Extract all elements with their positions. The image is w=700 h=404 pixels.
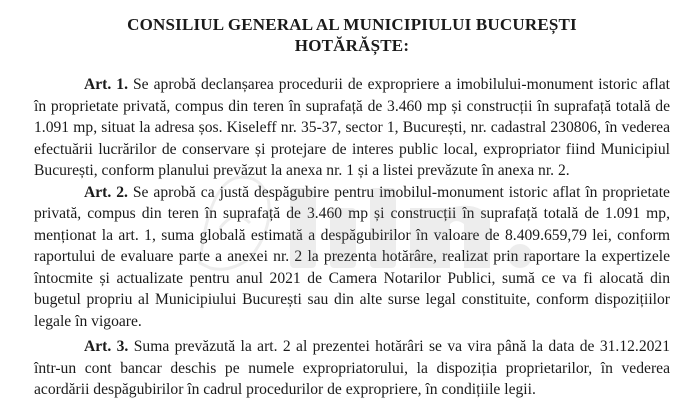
article-3 [34, 336, 670, 401]
article-1 [34, 74, 670, 182]
article-1-label: Art. 1. [84, 76, 128, 93]
decision-title: HOTĂRĂȘTE: [294, 36, 410, 55]
council-title: CONSILIUL GENERAL AL MUNICIPIULUI BUCUREȘTI [127, 15, 577, 34]
article-3-label: Art. 3. [84, 338, 129, 355]
article-1-text: Se aprobă declanșarea procedurii de expropriere a imobilului-monument istoric aflat în proprietate privată, compus din teren în suprafață de 3.460 mp și construcții în suprafață totală de 1.091 mp, situat la adresa șos. Kiseleff nr. 35-37, sector 1, București, nr. cadastral 230806, în vederea efectuării lucrărilor de conservare și protejare de interes public local, expropriator fiind Municipiul București, conform planului prevăzut la anexa nr. 1 și a listei prevăzute în anexa nr. 2. [34, 76, 670, 179]
article-3-text: Suma prevăzută la art. 2 al prezentei hotărâri se va vira până la data de 31.12.2021 într-un cont bancar deschis pe numele expropriatorului, la dispoziția proprietarilor, în vederea acordării despăgubirilor în cadrul procedurilor de expropriere, în condițiile legii. [34, 338, 671, 398]
article-2-label: Art. 2. [84, 183, 128, 201]
article-2 [34, 182, 670, 333]
document-heading [34, 14, 670, 56]
article-2-text: Se aprobă ca justă despăgubire pentru imobilul-monument istoric aflat în proprietate privată, compus din teren în suprafață de 3.460 mp și construcții în suprafață totală de 1.091 mp, menționat la art. 1, suma globală estimată a despăgubirilor în valoare de 8.409.659,79 lei, conform raportului de evaluare parte a anexei nr. 2 la prezenta hotărâre, realizat prin raportare la expertizele întocmite și actualizate pentru anul 2021 de Camera Notarilor Publici, sumă ce va fi alocată din bugetul propriu al Municipiului București sau din alte surse legal constituite, conform dispozițiilor legale în vigoare. [34, 183, 670, 330]
